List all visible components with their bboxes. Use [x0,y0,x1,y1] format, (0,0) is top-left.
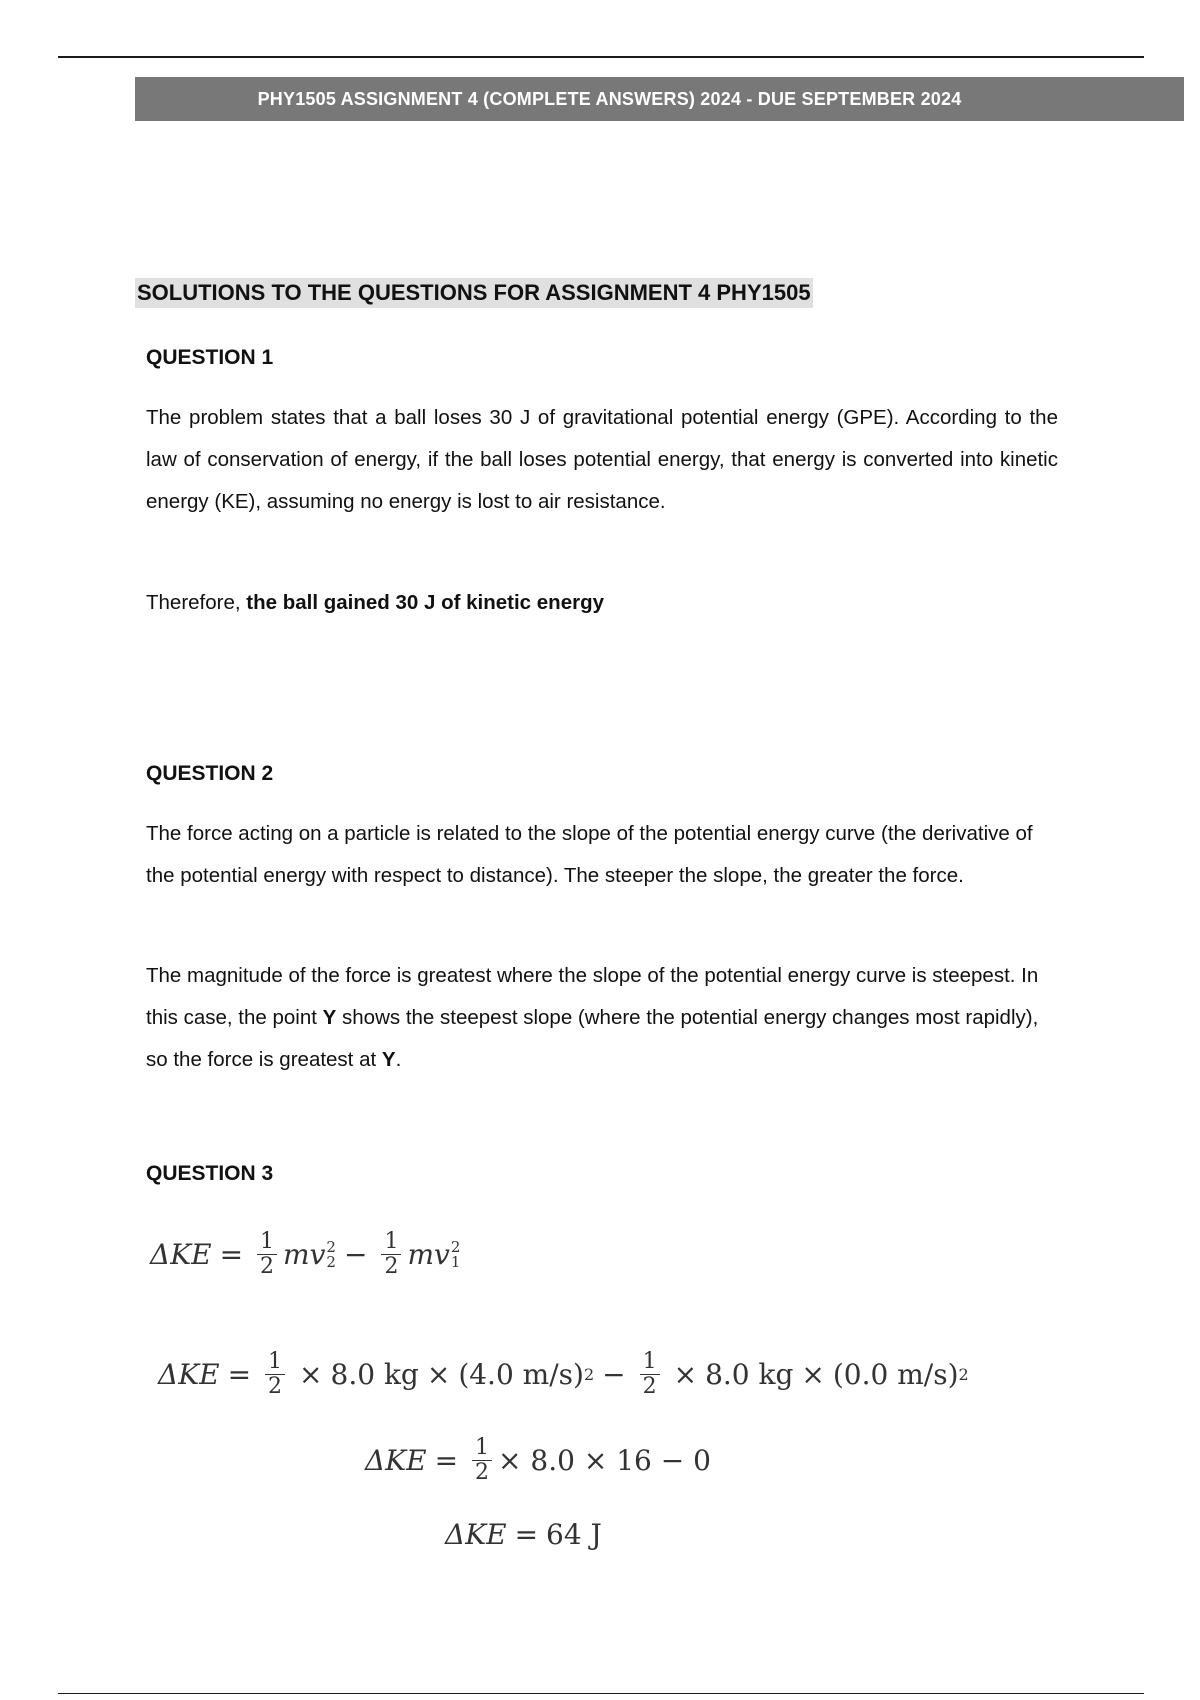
question-1-conclusion [146,582,1058,624]
eq1-half-a: $\frac{1}{2}$ [257,1230,277,1279]
question-2-paragraph-1: The force acting on a particle is related to the slope of the potential energy curve (the derivative of the potential energy with respect to distance). The steeper the slope, the greater the force. [146,822,1033,887]
bottom-rule [58,1693,1144,1694]
eq1-lhs: ΔKE [150,1238,212,1272]
eq1-term-a: mv [283,1238,326,1272]
q2-text-a: The magnitude of the force is greatest where the slope of the potential energy curve is steepest. In this case, the point [146,964,1039,1029]
equation-1: ΔKE = $\frac{1}{2}$ mv 2 2 − $\frac{1}{2}$ mv 2 1 [150,1229,461,1280]
eq4-result: 64 J [546,1518,602,1551]
equation-4: ΔKE = 64 J [445,1518,602,1551]
question-3-heading: QUESTION 3 [146,1162,274,1185]
eq2-v1: (0.0 m/s) [832,1358,959,1392]
q2-point-y-2: Y [381,1048,396,1071]
q2-text-e: . [395,1048,402,1071]
eq1-half-b: $\frac{1}{2}$ [381,1230,401,1279]
section-title: SOLUTIONS TO THE QUESTIONS FOR ASSIGNMENT 4 PHY1505 [135,278,813,308]
eq2-mass-a: 8.0 kg [330,1358,419,1392]
eq2-v2: (4.0 m/s) [458,1358,584,1392]
eq2-mass-b: 8.0 kg [705,1358,794,1392]
eq4-lhs: ΔKE [445,1518,507,1551]
equation-2: ΔKE = $\frac{1}{2}$ × 8.0 kg × (4.0 m/s) 2 − $\frac{1}{2}$ × 8.0 kg × (0.0 m/s) 2 [158,1349,969,1400]
conclusion-prefix: Therefore, [146,591,247,614]
question-2-heading: QUESTION 2 [146,762,274,785]
q2-point-y: Y [322,1006,337,1029]
eq3-rest: × 8.0 × 16 − 0 [498,1444,711,1478]
conclusion-bold: the ball gained 30 J of kinetic energy [246,591,605,614]
eq3-lhs: ΔKE [365,1444,427,1478]
question-1-paragraph: The problem states that a ball loses 30 J of gravitational potential energy (GPE). According to the law of conservation of energy, if the ball loses potential energy, that energy is converted into kinetic energy (KE), assuming no energy is lost to air resistance. [146,406,1058,513]
banner-text: PHY1505 ASSIGNMENT 4 (COMPLETE ANSWERS) 2024 - DUE SEPTEMBER 2024 [257,88,962,109]
question-2-paragraph-2 [146,955,1058,1081]
equation-3: ΔKE = $\frac{1}{2}$ × 8.0 × 16 − 0 [365,1435,711,1486]
eq1-term-b: mv [407,1238,450,1272]
top-rule [58,56,1144,58]
q2-text-c: shows the steepest slope (where the potential energy changes most rapidly), so the force is greatest at [146,1006,1039,1071]
eq2-lhs: ΔKE [158,1358,220,1392]
question-1-heading: QUESTION 1 [146,346,274,369]
header-banner [135,77,1184,121]
